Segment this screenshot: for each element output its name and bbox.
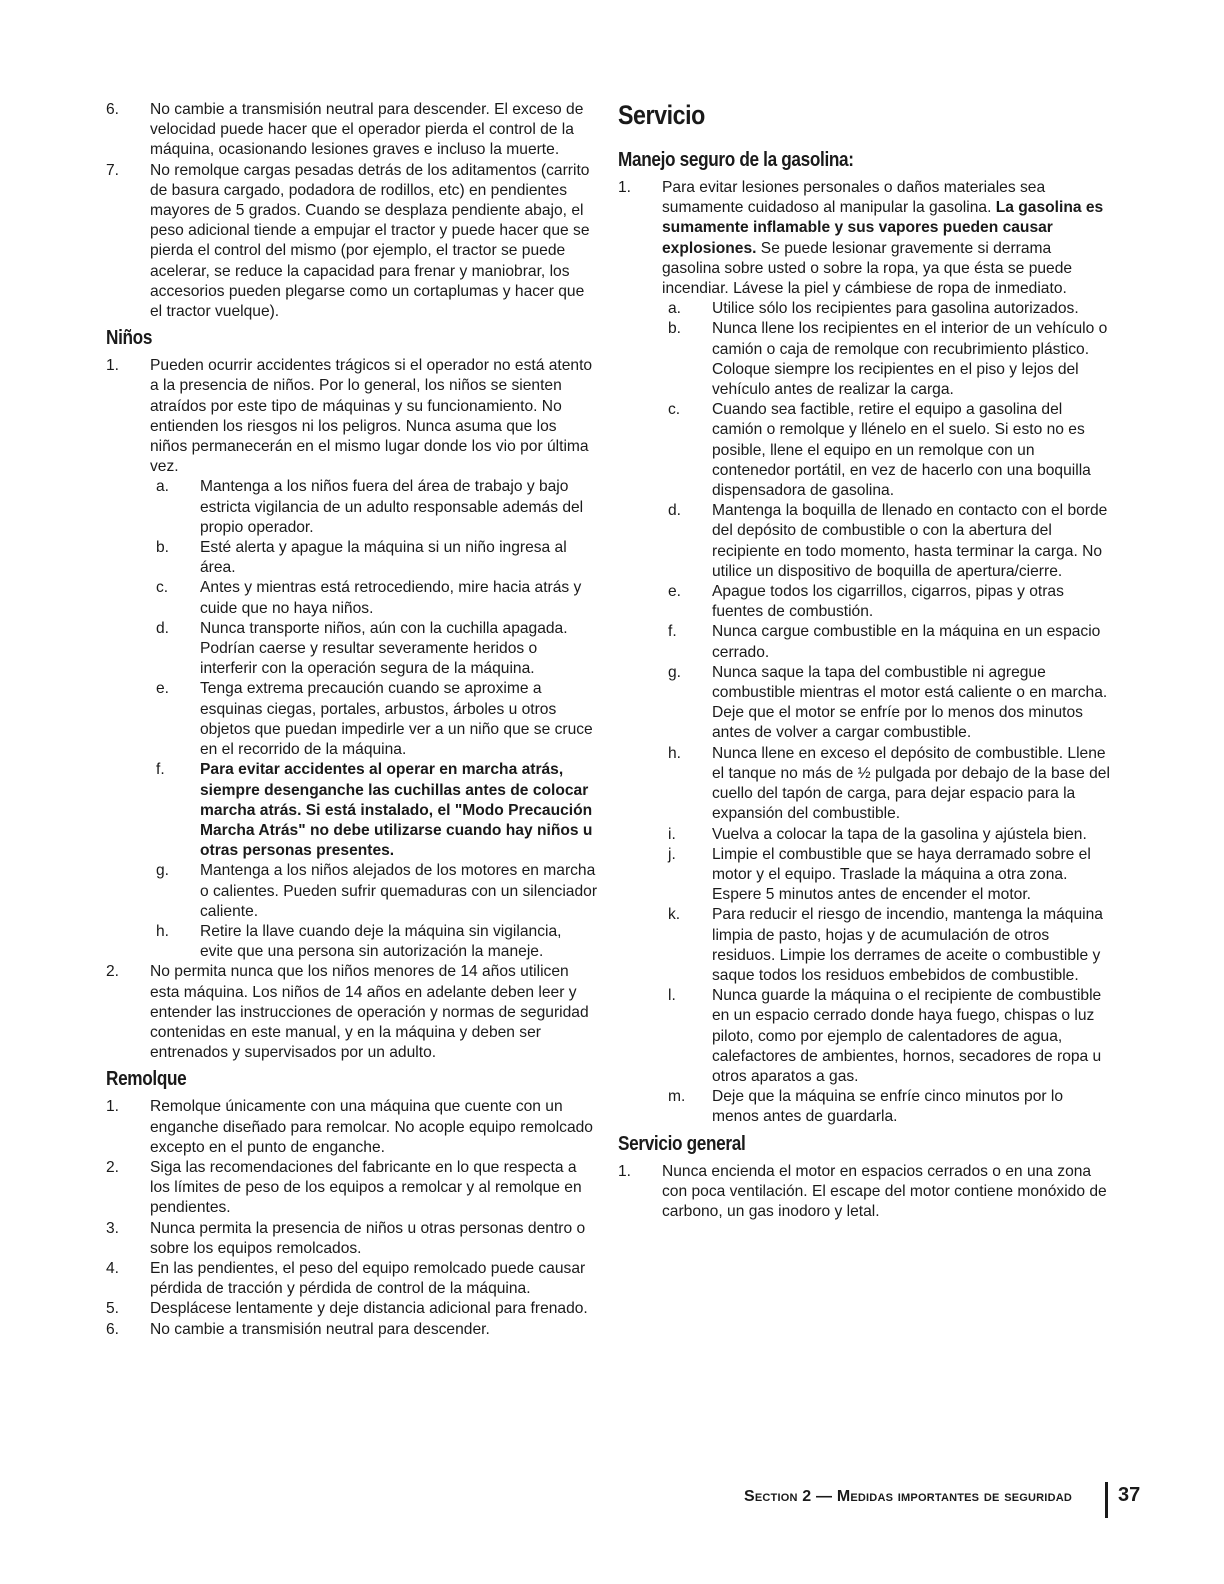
item-letter: i. bbox=[668, 825, 676, 843]
sub-list-item bbox=[106, 922, 598, 962]
item-letter: h. bbox=[156, 922, 170, 940]
sub-list-item bbox=[618, 663, 1110, 744]
sub-list-item bbox=[618, 905, 1110, 986]
item-letter: g. bbox=[156, 862, 170, 880]
remolque-heading: Remolque bbox=[106, 1068, 187, 1091]
sub-list-item bbox=[618, 319, 1110, 400]
sub-list-item bbox=[618, 744, 1110, 825]
item-text: Mantenga a los niños alejados de los motores en marcha o calientes. Pueden sufrir quemaduras con un silenciador caliente. bbox=[200, 862, 598, 920]
page-number: 37 bbox=[1118, 1484, 1141, 1506]
sub-list-item bbox=[618, 299, 1110, 319]
item-text: Nunca llene los recipientes en el interior de un vehículo o camión o caja de remolque con recubrimiento plástico. Coloque siempre los recipientes en el piso y lejos del vehículo antes de realizar la carga. bbox=[712, 320, 1108, 399]
item-text: Tenga extrema precaución cuando se aproxime a esquinas ciegas, portales, arbustos, árboles u otros objetos que puedan impedirle ver a un niño que se cruce en el recorrido de la máquina. bbox=[200, 680, 593, 759]
item-number: 1. bbox=[618, 179, 632, 196]
list-item bbox=[106, 962, 598, 1063]
sub-list-item bbox=[106, 477, 598, 538]
sub-list-item bbox=[618, 501, 1110, 582]
item-letter: c. bbox=[668, 401, 681, 419]
item-number: 7. bbox=[106, 161, 120, 179]
item-letter: e. bbox=[668, 583, 682, 601]
item-letter: a. bbox=[156, 478, 170, 496]
item-letter: d. bbox=[668, 502, 682, 520]
item-text: Nunca transporte niños, aún con la cuchilla apagada. Podrían caerse y resultar severamente heridos o interferir con la operación segura de la máquina. bbox=[200, 619, 568, 678]
item-text: Mantenga la boquilla de llenado en contacto con el borde del depósito de combustible o con la abertura del recipiente en todo momento, hasta terminar la carga. No utilice un dispositivo de boquilla de apertura/cierre. bbox=[712, 502, 1108, 580]
item-letter: l. bbox=[668, 987, 676, 1005]
sub-list-item bbox=[618, 400, 1110, 501]
item-number: 1. bbox=[618, 1162, 632, 1180]
sub-list-item bbox=[106, 578, 598, 618]
item-text: Pueden ocurrir accidentes trágicos si el operador no está atento a la presencia de niños. Por lo general, los niños se sienten atraídos por este tipo de máquinas y su funcionamiento. No entienden los riesgos ni los peligros. Nunca asuma que los niños permanecerán en el mismo lugar donde los vio por última vez. bbox=[150, 357, 593, 476]
sub-list-item bbox=[618, 845, 1110, 906]
item-text: Para reducir el riesgo de incendio, mantenga la máquina limpia de pasto, hojas y de acumulación de otros residuos. Limpie los derrames de aceite o combustible y saque todos los residuos embebidos de combustible. bbox=[712, 906, 1103, 984]
item-text: Nunca guarde la máquina o el recipiente de combustible en un espacio cerrado donde haya fuego, chispas o luz piloto, como por ejemplo de calentadores de agua, calefactores de ambientes, hornos, secadores de ropa u otros aparatos a gas. bbox=[712, 987, 1102, 1085]
list-item bbox=[106, 1158, 598, 1219]
item-number: 4. bbox=[106, 1259, 120, 1277]
sub-list-item bbox=[106, 538, 598, 578]
item-text-part: Se puede lesionar gravemente si derrama gasolina sobre usted o sobre la ropa, ya que ésta se puede incendiar. Lávese la piel y cámbiese de ropa de inmediato. bbox=[662, 239, 1073, 298]
list-item bbox=[618, 178, 1110, 299]
item-text: Utilice sólo los recipientes para gasolina autorizados. bbox=[712, 300, 1079, 318]
sub-list-item bbox=[618, 582, 1110, 622]
item-text: No cambie a transmisión neutral para descender. bbox=[150, 1320, 490, 1338]
item-number: 3. bbox=[106, 1219, 120, 1237]
sub-list-item bbox=[106, 679, 598, 760]
warning-text: Para evitar accidentes al operar en marcha atrás, siempre desenganche las cuchillas antes de colocar marcha atrás. Si está instalado, el "Modo Precaución Marcha Atrás" no debe utilizarse cuando hay niños u otras personas presentes. bbox=[200, 761, 593, 860]
list-item bbox=[106, 1219, 598, 1259]
list-item bbox=[106, 356, 598, 477]
item-text: Limpie el combustible que se haya derramado sobre el motor y el equipo. Traslade la máquina a otra zona. Espere 5 minutos antes de encender el motor. bbox=[712, 845, 1091, 904]
item-letter: f. bbox=[668, 623, 677, 641]
item-text: Nunca cargue combustible en la máquina en un espacio cerrado. bbox=[712, 623, 1101, 661]
list-item bbox=[106, 100, 598, 161]
list-item bbox=[106, 1259, 598, 1299]
sub-list-item bbox=[106, 619, 598, 680]
item-number: 1. bbox=[106, 357, 120, 375]
item-letter: a. bbox=[668, 300, 682, 318]
item-text: Antes y mientras está retrocediendo, mire hacia atrás y cuide que no haya niños. bbox=[200, 579, 582, 617]
sub-list-item bbox=[618, 1087, 1110, 1127]
item-number: 6. bbox=[106, 1320, 120, 1338]
sub-list-item bbox=[106, 861, 598, 922]
item-text: Retire la llave cuando deje la máquina sin vigilancia, evite que una persona sin autorización la maneje. bbox=[200, 922, 562, 961]
servicio-general-heading: Servicio general bbox=[618, 1132, 746, 1155]
item-text bbox=[662, 178, 1110, 299]
item-text: En las pendientes, el peso del equipo remolcado puede causar pérdida de tracción y pérdida de control de la máquina. bbox=[150, 1259, 586, 1298]
item-letter: m. bbox=[668, 1088, 686, 1106]
item-number: 6. bbox=[106, 101, 120, 118]
item-number: 2. bbox=[106, 1158, 120, 1176]
item-text: No cambie a transmisión neutral para descender. El exceso de velocidad puede hacer que el operador pierda el control de la máquina, ocasionando lesiones graves e incluso la muerte. bbox=[150, 101, 584, 159]
item-text: No remolque cargas pesadas detrás de los aditamentos (carrito de basura cargado, podadora de rodillos, etc) en pendientes mayores de 5 grados. Cuando se desplaza pendiente abajo, el peso adicional tiende a empujar el tractor y puede hacer que se pierda el control del mismo (por ejemplo, el tractor se puede acelerar, se reduce la capacidad para frenar y maniobrar, los accesorios pueden plegarse como un cortaplumas y hacer que el tractor vuelque). bbox=[150, 161, 590, 321]
item-letter: j. bbox=[668, 845, 676, 863]
item-letter: b. bbox=[156, 539, 170, 557]
item-text: Desplácese lentamente y deje distancia adicional para frenado. bbox=[150, 1300, 588, 1318]
item-text: Cuando sea factible, retire el equipo a gasolina del camión o remolque y llénelo en el suelo. Si esto no es posible, llene el equipo en un remolque con un contenedor portátil, en vez de hacerlo con una boquilla dispensadora de gasolina. bbox=[712, 401, 1091, 500]
list-item bbox=[106, 1320, 598, 1340]
item-text: Nunca saque la tapa del combustible ni agregue combustible mientras el motor está caliente o en marcha. Deje que el motor se enfríe por lo menos dos minutos antes de volver a cargar combustible. bbox=[712, 663, 1108, 742]
item-text: Deje que la máquina se enfríe cinco minutos por lo menos antes de guardarla. bbox=[712, 1088, 1064, 1126]
list-item bbox=[106, 1299, 598, 1319]
item-text: Nunca permita la presencia de niños u otras personas dentro o sobre los equipos remolcados. bbox=[150, 1219, 586, 1257]
item-number: 1. bbox=[106, 1098, 120, 1116]
ninos-heading: Niños bbox=[106, 327, 153, 350]
item-text: Esté alerta y apague la máquina si un niño ingresa al área. bbox=[200, 539, 567, 577]
right-column bbox=[618, 100, 1110, 1222]
item-number: 2. bbox=[106, 963, 120, 981]
left-column bbox=[106, 100, 598, 1340]
item-letter: d. bbox=[156, 619, 170, 637]
item-text-part: Para evitar lesiones personales o daños materiales sea sumamente cuidadoso al manipular la gasolina. bbox=[662, 179, 1046, 217]
item-letter: f. bbox=[156, 761, 165, 779]
sub-list-item bbox=[618, 986, 1110, 1087]
item-text: No permita nunca que los niños menores de 14 años utilicen esta máquina. Los niños de 14 años en adelante deben leer y entender las instrucciones de operación y normas de seguridad contenidas en este manual, y en la máquina y deben ser entrenados y supervisados por un adulto. bbox=[150, 963, 589, 1062]
item-number: 5. bbox=[106, 1300, 120, 1318]
item-text: Remolque únicamente con una máquina que cuente con un enganche diseñado para remolcar. No acople equipo remolcado excepto en el punto de enganche. bbox=[150, 1098, 593, 1156]
list-item bbox=[106, 161, 598, 323]
item-letter: e. bbox=[156, 680, 170, 698]
footer-divider bbox=[1105, 1482, 1108, 1518]
item-letter: k. bbox=[668, 906, 681, 924]
sub-list-item bbox=[618, 825, 1110, 845]
item-letter: b. bbox=[668, 320, 682, 338]
footer-section-label: Section 2 — Medidas importantes de seguridad bbox=[743, 1488, 1072, 1505]
item-letter: h. bbox=[668, 744, 682, 762]
gasolina-heading: Manejo seguro de la gasolina: bbox=[618, 149, 854, 171]
item-text: Mantenga a los niños fuera del área de trabajo y bajo estricta vigilancia de un adulto responsable además del propio operador. bbox=[200, 478, 584, 536]
sub-list-item bbox=[106, 760, 598, 861]
page-footer bbox=[0, 1482, 1224, 1522]
sub-list-item bbox=[618, 622, 1110, 662]
item-text: Nunca encienda el motor en espacios cerrados o en una zona con poca ventilación. El escape del motor contiene monóxido de carbono, un gas inodoro y letal. bbox=[662, 1162, 1107, 1220]
item-text: Apague todos los cigarrillos, cigarros, pipas y otras fuentes de combustión. bbox=[712, 583, 1064, 621]
warning-text: La gasolina es sumamente inflamable y sus vapores pueden causar explosiones. bbox=[662, 199, 1104, 257]
list-item bbox=[106, 1097, 598, 1158]
item-text: Siga las recomendaciones del fabricante en lo que respecta a los límites de peso de los equipos a remolcar y al remolque en pendientes. bbox=[150, 1158, 582, 1217]
item-letter: c. bbox=[156, 579, 169, 597]
item-text: Nunca llene en exceso el depósito de combustible. Llene el tanque no más de ½ pulgada por debajo de la base del cuello del tapón de carga, para dejar espacio para la expansión del combustible. bbox=[712, 744, 1110, 823]
item-text: Vuelva a colocar la tapa de la gasolina y ajústela bien. bbox=[712, 825, 1087, 843]
list-item bbox=[618, 1162, 1110, 1223]
servicio-title: Servicio bbox=[618, 100, 705, 130]
item-letter: g. bbox=[668, 663, 682, 681]
